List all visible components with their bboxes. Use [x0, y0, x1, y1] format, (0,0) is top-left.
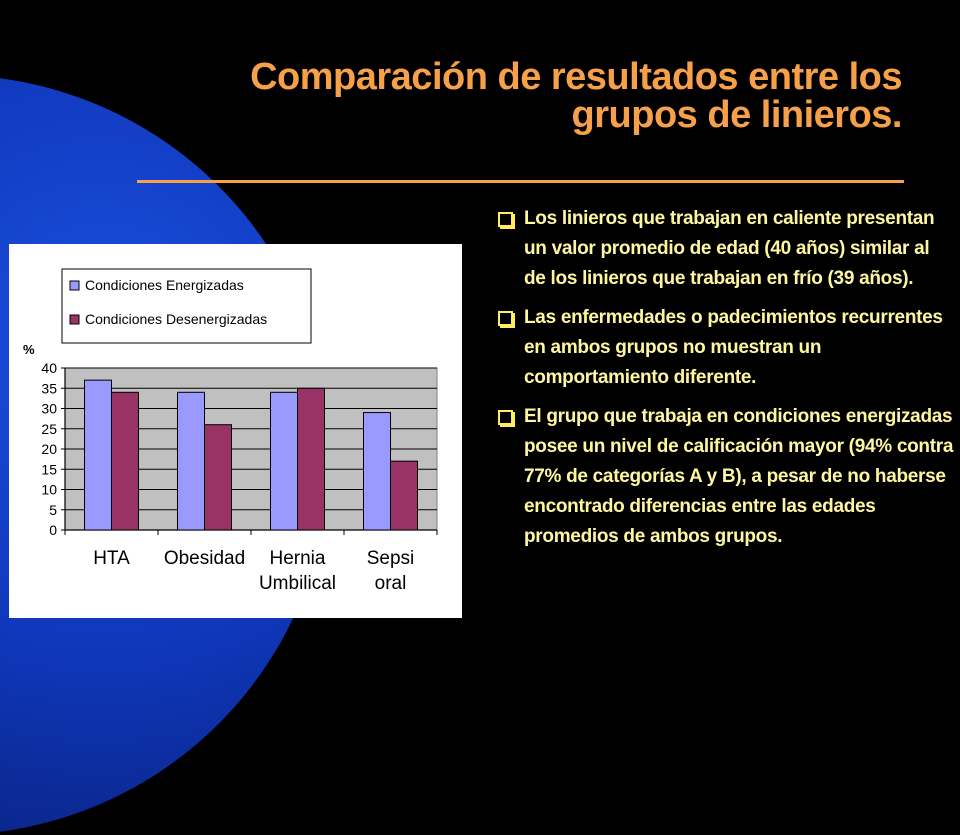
x-tick-label: Umbilical	[258, 573, 337, 594]
bar	[205, 425, 232, 530]
title-underline	[137, 180, 904, 183]
checkbox-bullet-icon	[498, 212, 513, 227]
bullet-item	[494, 204, 954, 294]
bar	[85, 380, 112, 530]
y-tick-label: 25	[41, 420, 57, 437]
checkbox-bullet-icon	[498, 311, 513, 326]
bullet-text: El grupo que trabaja en condiciones energizadas posee un nivel de calificación mayor (94% contra 77% de categorías A y B), a pesar de no haberse encontrado diferencias entre las edades promedios de ambos grupos.	[524, 406, 954, 547]
bullet-text: Los linieros que trabajan en caliente presentan un valor promedio de edad (40 años) similar al de los linieros que trabajan en frío (39 años).	[524, 208, 935, 289]
bar	[271, 392, 298, 530]
bullet-item	[494, 303, 954, 393]
y-tick-label: 10	[41, 481, 57, 498]
legend-label: Condiciones Energizadas	[85, 277, 244, 293]
bar	[364, 413, 391, 530]
y-tick-label: 20	[41, 441, 57, 457]
x-tick-label: Hernia	[269, 548, 326, 569]
bar	[391, 461, 418, 530]
chart-panel	[9, 244, 462, 618]
y-axis-label: %	[23, 342, 35, 357]
bar	[178, 392, 205, 530]
y-tick-label: 5	[49, 501, 57, 518]
y-tick-label: 35	[41, 380, 57, 397]
y-tick-label: 30	[41, 400, 57, 417]
bar-chart	[9, 244, 462, 618]
legend-swatch	[70, 315, 79, 324]
bullet-item	[494, 402, 954, 552]
bar	[112, 392, 139, 530]
legend-label: Condiciones Desenergizadas	[85, 311, 268, 327]
checkbox-bullet-icon	[498, 410, 513, 425]
legend-swatch	[70, 281, 79, 290]
x-tick-label: HTA	[93, 548, 130, 569]
title-line-2: grupos de linieros.	[571, 94, 902, 136]
slide-title	[142, 58, 902, 134]
x-tick-label: Obesidad	[163, 548, 246, 569]
x-tick-label: oral	[374, 573, 407, 594]
bullet-list	[494, 204, 954, 561]
bullet-text: Las enfermedades o padecimientos recurrentes en ambos grupos no muestran un comportamiento diferente.	[524, 307, 943, 388]
y-tick-label: 0	[49, 522, 57, 538]
y-tick-label: 15	[41, 461, 57, 478]
title-line-1: Comparación de resultados entre los	[250, 56, 902, 98]
y-tick-label: 40	[41, 360, 57, 376]
bar	[298, 388, 325, 530]
x-tick-label: Sepsi	[366, 548, 415, 569]
